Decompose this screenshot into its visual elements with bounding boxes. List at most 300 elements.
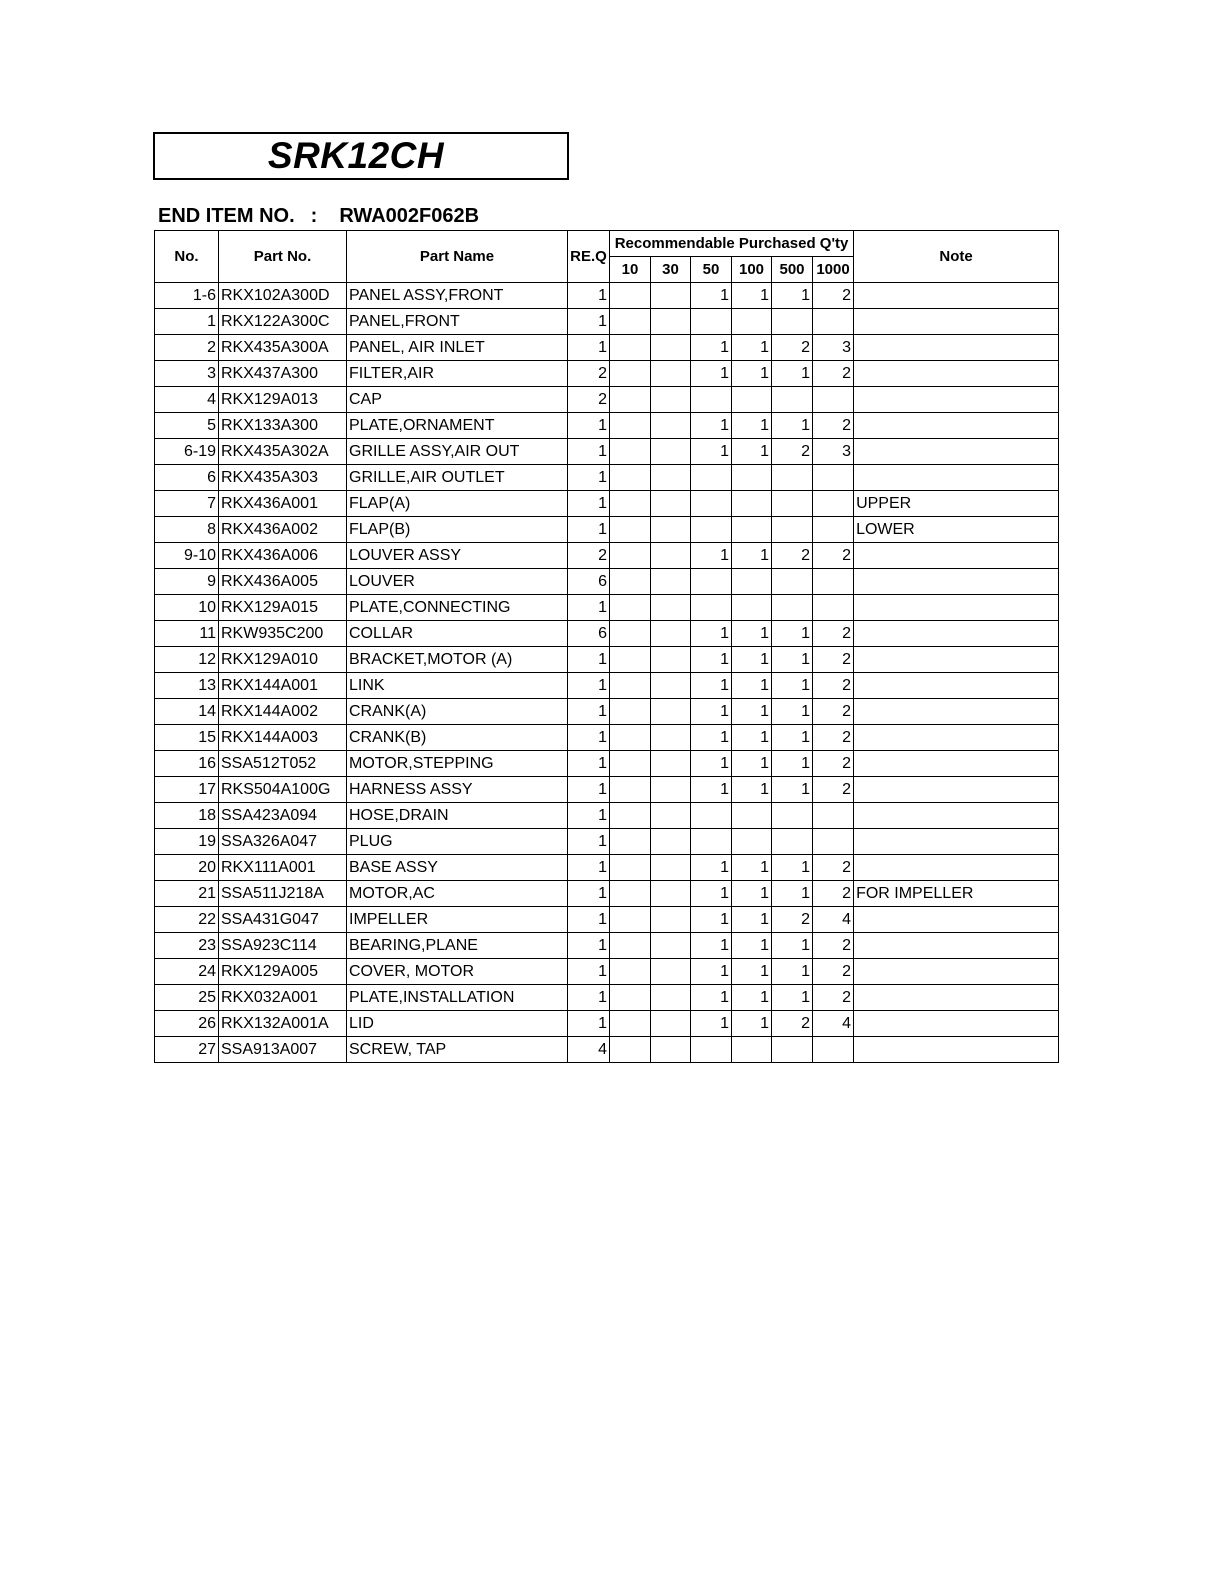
cell-qty-10 xyxy=(610,413,651,439)
cell-no: 11 xyxy=(155,621,219,647)
cell-part-name: LOUVER xyxy=(347,569,568,595)
cell-no: 23 xyxy=(155,933,219,959)
cell-note xyxy=(854,387,1059,413)
cell-qty-1000 xyxy=(813,1037,854,1063)
cell-qty-30 xyxy=(651,1011,691,1037)
cell-part-no: SSA511J218A xyxy=(219,881,347,907)
cell-qty-10 xyxy=(610,569,651,595)
cell-qty-10 xyxy=(610,673,651,699)
cell-no: 27 xyxy=(155,1037,219,1063)
table-row xyxy=(155,361,1059,387)
end-item-label: END ITEM NO. xyxy=(158,205,295,227)
cell-req: 1 xyxy=(568,439,610,465)
cell-note xyxy=(854,569,1059,595)
cell-qty-100: 1 xyxy=(732,751,772,777)
cell-part-no: RKX111A001 xyxy=(219,855,347,881)
cell-note xyxy=(854,725,1059,751)
cell-part-no: RKX129A010 xyxy=(219,647,347,673)
cell-qty-1000 xyxy=(813,569,854,595)
cell-no: 1-6 xyxy=(155,283,219,309)
cell-part-name: LOUVER ASSY xyxy=(347,543,568,569)
cell-qty-30 xyxy=(651,595,691,621)
header-recommend: Recommendable Purchased Q'ty xyxy=(610,231,854,257)
cell-qty-100: 1 xyxy=(732,985,772,1011)
cell-part-no: SSA512T052 xyxy=(219,751,347,777)
cell-part-name: PANEL ASSY,FRONT xyxy=(347,283,568,309)
header-qty-10: 10 xyxy=(610,257,651,283)
cell-no: 16 xyxy=(155,751,219,777)
table-row xyxy=(155,335,1059,361)
cell-qty-30 xyxy=(651,387,691,413)
cell-qty-500 xyxy=(772,569,813,595)
cell-qty-10 xyxy=(610,751,651,777)
cell-qty-30 xyxy=(651,959,691,985)
cell-req: 2 xyxy=(568,361,610,387)
cell-no: 4 xyxy=(155,387,219,413)
cell-qty-500 xyxy=(772,517,813,543)
cell-qty-1000 xyxy=(813,387,854,413)
cell-part-name: FILTER,AIR xyxy=(347,361,568,387)
cell-req: 1 xyxy=(568,283,610,309)
cell-qty-500: 1 xyxy=(772,621,813,647)
cell-qty-100 xyxy=(732,387,772,413)
cell-qty-50: 1 xyxy=(691,335,732,361)
table-row xyxy=(155,777,1059,803)
cell-qty-500: 1 xyxy=(772,725,813,751)
cell-qty-50: 1 xyxy=(691,959,732,985)
cell-no: 26 xyxy=(155,1011,219,1037)
cell-no: 10 xyxy=(155,595,219,621)
cell-qty-50: 1 xyxy=(691,855,732,881)
cell-qty-100: 1 xyxy=(732,439,772,465)
cell-qty-10 xyxy=(610,777,651,803)
cell-qty-10 xyxy=(610,621,651,647)
cell-qty-50 xyxy=(691,491,732,517)
cell-note xyxy=(854,959,1059,985)
cell-qty-50: 1 xyxy=(691,777,732,803)
cell-part-name: PANEL,FRONT xyxy=(347,309,568,335)
table-row xyxy=(155,621,1059,647)
cell-part-name: COVER, MOTOR xyxy=(347,959,568,985)
cell-qty-1000: 2 xyxy=(813,959,854,985)
cell-qty-1000: 2 xyxy=(813,621,854,647)
cell-qty-10 xyxy=(610,595,651,621)
cell-qty-500: 2 xyxy=(772,1011,813,1037)
cell-part-no: SSA913A007 xyxy=(219,1037,347,1063)
cell-no: 14 xyxy=(155,699,219,725)
cell-part-no: RKS504A100G xyxy=(219,777,347,803)
cell-qty-50: 1 xyxy=(691,621,732,647)
cell-note xyxy=(854,673,1059,699)
table-row xyxy=(155,1011,1059,1037)
cell-part-name: MOTOR,AC xyxy=(347,881,568,907)
cell-no: 7 xyxy=(155,491,219,517)
cell-part-name: COLLAR xyxy=(347,621,568,647)
cell-qty-10 xyxy=(610,933,651,959)
cell-qty-10 xyxy=(610,985,651,1011)
cell-req: 1 xyxy=(568,413,610,439)
table-row xyxy=(155,413,1059,439)
cell-qty-500 xyxy=(772,1037,813,1063)
cell-qty-1000: 2 xyxy=(813,777,854,803)
cell-qty-10 xyxy=(610,647,651,673)
table-row xyxy=(155,517,1059,543)
cell-part-name: GRILLE ASSY,AIR OUT xyxy=(347,439,568,465)
cell-qty-100 xyxy=(732,1037,772,1063)
cell-qty-500: 1 xyxy=(772,959,813,985)
cell-qty-1000 xyxy=(813,595,854,621)
cell-qty-100: 1 xyxy=(732,543,772,569)
cell-qty-100 xyxy=(732,595,772,621)
cell-qty-50 xyxy=(691,829,732,855)
cell-qty-30 xyxy=(651,829,691,855)
header-part-name: Part Name xyxy=(347,231,568,283)
cell-qty-30 xyxy=(651,699,691,725)
cell-qty-50 xyxy=(691,595,732,621)
cell-qty-50: 1 xyxy=(691,1011,732,1037)
cell-note xyxy=(854,309,1059,335)
cell-qty-50: 1 xyxy=(691,283,732,309)
table-row xyxy=(155,439,1059,465)
cell-qty-30 xyxy=(651,907,691,933)
cell-qty-1000: 2 xyxy=(813,751,854,777)
table-row xyxy=(155,699,1059,725)
cell-req: 1 xyxy=(568,595,610,621)
cell-qty-500: 2 xyxy=(772,335,813,361)
end-item-value: RWA002F062B xyxy=(339,205,480,227)
cell-qty-100 xyxy=(732,309,772,335)
cell-qty-100 xyxy=(732,569,772,595)
cell-req: 1 xyxy=(568,829,610,855)
cell-qty-50: 1 xyxy=(691,647,732,673)
cell-qty-1000: 2 xyxy=(813,283,854,309)
cell-req: 1 xyxy=(568,335,610,361)
cell-qty-30 xyxy=(651,1037,691,1063)
header-qty-500: 500 xyxy=(772,257,813,283)
cell-qty-100 xyxy=(732,517,772,543)
cell-no: 9-10 xyxy=(155,543,219,569)
cell-qty-10 xyxy=(610,283,651,309)
cell-qty-500: 2 xyxy=(772,907,813,933)
cell-note xyxy=(854,361,1059,387)
cell-part-no: RKX129A013 xyxy=(219,387,347,413)
cell-part-no: RKX437A300 xyxy=(219,361,347,387)
parts-table-body xyxy=(155,283,1059,1063)
cell-qty-100: 1 xyxy=(732,647,772,673)
cell-part-no: RKX144A002 xyxy=(219,699,347,725)
cell-no: 5 xyxy=(155,413,219,439)
cell-part-name: BEARING,PLANE xyxy=(347,933,568,959)
cell-qty-10 xyxy=(610,907,651,933)
table-row xyxy=(155,803,1059,829)
cell-qty-500 xyxy=(772,465,813,491)
cell-qty-1000 xyxy=(813,465,854,491)
cell-qty-500: 1 xyxy=(772,673,813,699)
cell-qty-50: 1 xyxy=(691,985,732,1011)
cell-qty-30 xyxy=(651,803,691,829)
cell-no: 8 xyxy=(155,517,219,543)
cell-qty-30 xyxy=(651,283,691,309)
cell-part-no: RKX129A015 xyxy=(219,595,347,621)
cell-note xyxy=(854,907,1059,933)
cell-req: 1 xyxy=(568,933,610,959)
cell-part-no: SSA423A094 xyxy=(219,803,347,829)
header-row-1 xyxy=(155,231,1059,257)
cell-qty-50: 1 xyxy=(691,881,732,907)
cell-req: 1 xyxy=(568,959,610,985)
end-item-colon: : xyxy=(310,205,318,227)
cell-qty-1000: 3 xyxy=(813,439,854,465)
parts-table xyxy=(154,230,1059,1063)
cell-qty-10 xyxy=(610,881,651,907)
table-row xyxy=(155,569,1059,595)
cell-part-no: RKX032A001 xyxy=(219,985,347,1011)
cell-part-no: RKX122A300C xyxy=(219,309,347,335)
table-row xyxy=(155,881,1059,907)
cell-qty-30 xyxy=(651,543,691,569)
cell-note xyxy=(854,1037,1059,1063)
cell-req: 1 xyxy=(568,517,610,543)
cell-qty-10 xyxy=(610,959,651,985)
cell-no: 2 xyxy=(155,335,219,361)
cell-qty-100 xyxy=(732,465,772,491)
cell-note: FOR IMPELLER xyxy=(854,881,1059,907)
cell-part-no: RKX132A001A xyxy=(219,1011,347,1037)
cell-qty-500 xyxy=(772,803,813,829)
cell-qty-50: 1 xyxy=(691,751,732,777)
cell-note xyxy=(854,777,1059,803)
cell-qty-500: 1 xyxy=(772,413,813,439)
cell-qty-100: 1 xyxy=(732,673,772,699)
cell-qty-1000: 2 xyxy=(813,699,854,725)
cell-qty-30 xyxy=(651,725,691,751)
cell-qty-500: 2 xyxy=(772,543,813,569)
cell-note xyxy=(854,647,1059,673)
cell-qty-1000: 2 xyxy=(813,647,854,673)
cell-req: 1 xyxy=(568,881,610,907)
cell-qty-30 xyxy=(651,361,691,387)
cell-qty-30 xyxy=(651,465,691,491)
cell-qty-10 xyxy=(610,1037,651,1063)
cell-part-no: RKX435A303 xyxy=(219,465,347,491)
cell-qty-500: 1 xyxy=(772,647,813,673)
cell-req: 1 xyxy=(568,491,610,517)
cell-req: 1 xyxy=(568,309,610,335)
cell-req: 1 xyxy=(568,647,610,673)
cell-qty-10 xyxy=(610,699,651,725)
cell-req: 1 xyxy=(568,751,610,777)
cell-req: 6 xyxy=(568,621,610,647)
cell-qty-500: 2 xyxy=(772,439,813,465)
table-row xyxy=(155,387,1059,413)
cell-no: 21 xyxy=(155,881,219,907)
cell-no: 25 xyxy=(155,985,219,1011)
cell-part-no: SSA923C114 xyxy=(219,933,347,959)
cell-part-name: HARNESS ASSY xyxy=(347,777,568,803)
cell-qty-50 xyxy=(691,465,732,491)
table-row xyxy=(155,907,1059,933)
cell-part-no: SSA431G047 xyxy=(219,907,347,933)
cell-no: 24 xyxy=(155,959,219,985)
model-title-box xyxy=(153,132,569,180)
cell-part-no: RKW935C200 xyxy=(219,621,347,647)
cell-part-name: MOTOR,STEPPING xyxy=(347,751,568,777)
table-row xyxy=(155,751,1059,777)
cell-part-no: RKX436A002 xyxy=(219,517,347,543)
cell-note xyxy=(854,595,1059,621)
cell-req: 1 xyxy=(568,803,610,829)
cell-qty-100: 1 xyxy=(732,933,772,959)
cell-qty-50: 1 xyxy=(691,413,732,439)
cell-part-name: PLUG xyxy=(347,829,568,855)
cell-no: 19 xyxy=(155,829,219,855)
header-part-no: Part No. xyxy=(219,231,347,283)
cell-qty-50: 1 xyxy=(691,933,732,959)
cell-part-no: RKX144A001 xyxy=(219,673,347,699)
cell-part-no: RKX102A300D xyxy=(219,283,347,309)
cell-qty-30 xyxy=(651,673,691,699)
cell-qty-10 xyxy=(610,387,651,413)
cell-qty-1000 xyxy=(813,309,854,335)
cell-part-name: CRANK(A) xyxy=(347,699,568,725)
cell-no: 20 xyxy=(155,855,219,881)
cell-part-name: LINK xyxy=(347,673,568,699)
cell-qty-30 xyxy=(651,751,691,777)
cell-req: 1 xyxy=(568,855,610,881)
cell-qty-1000: 4 xyxy=(813,907,854,933)
cell-note xyxy=(854,985,1059,1011)
cell-no: 18 xyxy=(155,803,219,829)
cell-part-name: LID xyxy=(347,1011,568,1037)
cell-no: 22 xyxy=(155,907,219,933)
table-row xyxy=(155,595,1059,621)
cell-no: 15 xyxy=(155,725,219,751)
cell-no: 17 xyxy=(155,777,219,803)
cell-qty-10 xyxy=(610,465,651,491)
cell-qty-50: 1 xyxy=(691,699,732,725)
cell-qty-100: 1 xyxy=(732,725,772,751)
cell-qty-100 xyxy=(732,829,772,855)
cell-qty-100: 1 xyxy=(732,413,772,439)
cell-qty-50: 1 xyxy=(691,725,732,751)
cell-qty-1000: 2 xyxy=(813,673,854,699)
cell-qty-1000: 2 xyxy=(813,361,854,387)
cell-note xyxy=(854,413,1059,439)
cell-qty-30 xyxy=(651,309,691,335)
table-row xyxy=(155,725,1059,751)
header-no: No. xyxy=(155,231,219,283)
cell-part-name: IMPELLER xyxy=(347,907,568,933)
cell-req: 2 xyxy=(568,387,610,413)
model-title: SRK12CH xyxy=(267,135,445,176)
cell-qty-100: 1 xyxy=(732,907,772,933)
table-row xyxy=(155,1037,1059,1063)
table-row xyxy=(155,933,1059,959)
cell-qty-500: 1 xyxy=(772,777,813,803)
cell-qty-1000: 3 xyxy=(813,335,854,361)
cell-qty-10 xyxy=(610,803,651,829)
cell-qty-50: 1 xyxy=(691,361,732,387)
header-note: Note xyxy=(854,231,1059,283)
cell-part-no: RKX133A300 xyxy=(219,413,347,439)
cell-no: 3 xyxy=(155,361,219,387)
cell-part-no: RKX144A003 xyxy=(219,725,347,751)
cell-qty-500 xyxy=(772,829,813,855)
cell-qty-100: 1 xyxy=(732,959,772,985)
cell-qty-50: 1 xyxy=(691,673,732,699)
cell-no: 12 xyxy=(155,647,219,673)
cell-qty-30 xyxy=(651,335,691,361)
cell-note: UPPER xyxy=(854,491,1059,517)
cell-qty-100: 1 xyxy=(732,621,772,647)
cell-qty-50 xyxy=(691,569,732,595)
cell-req: 4 xyxy=(568,1037,610,1063)
cell-qty-500: 1 xyxy=(772,699,813,725)
cell-part-no: RKX435A302A xyxy=(219,439,347,465)
cell-part-name: GRILLE,AIR OUTLET xyxy=(347,465,568,491)
cell-qty-10 xyxy=(610,517,651,543)
cell-part-no: RKX436A006 xyxy=(219,543,347,569)
cell-qty-50 xyxy=(691,803,732,829)
cell-qty-500: 1 xyxy=(772,855,813,881)
cell-qty-10 xyxy=(610,543,651,569)
cell-qty-100 xyxy=(732,491,772,517)
table-row xyxy=(155,855,1059,881)
cell-qty-10 xyxy=(610,1011,651,1037)
cell-qty-1000 xyxy=(813,491,854,517)
table-row xyxy=(155,673,1059,699)
table-row xyxy=(155,829,1059,855)
cell-qty-1000: 2 xyxy=(813,413,854,439)
cell-part-name: BRACKET,MOTOR (A) xyxy=(347,647,568,673)
cell-qty-10 xyxy=(610,335,651,361)
cell-note xyxy=(854,803,1059,829)
table-row xyxy=(155,283,1059,309)
cell-part-no: RKX129A005 xyxy=(219,959,347,985)
cell-part-no: RKX436A001 xyxy=(219,491,347,517)
table-row xyxy=(155,647,1059,673)
cell-qty-100: 1 xyxy=(732,855,772,881)
cell-qty-10 xyxy=(610,725,651,751)
cell-qty-30 xyxy=(651,491,691,517)
cell-part-name: FLAP(A) xyxy=(347,491,568,517)
cell-qty-50: 1 xyxy=(691,543,732,569)
cell-note xyxy=(854,283,1059,309)
cell-qty-100: 1 xyxy=(732,335,772,361)
cell-no: 13 xyxy=(155,673,219,699)
cell-qty-100 xyxy=(732,803,772,829)
header-qty-30: 30 xyxy=(651,257,691,283)
cell-qty-500: 1 xyxy=(772,283,813,309)
cell-req: 1 xyxy=(568,699,610,725)
cell-note xyxy=(854,1011,1059,1037)
cell-part-name: HOSE,DRAIN xyxy=(347,803,568,829)
cell-qty-500: 1 xyxy=(772,751,813,777)
cell-qty-50: 1 xyxy=(691,907,732,933)
cell-qty-100: 1 xyxy=(732,361,772,387)
cell-qty-1000: 2 xyxy=(813,985,854,1011)
cell-qty-500: 1 xyxy=(772,933,813,959)
cell-qty-30 xyxy=(651,777,691,803)
cell-part-name: PANEL, AIR INLET xyxy=(347,335,568,361)
cell-part-name: CRANK(B) xyxy=(347,725,568,751)
cell-part-name: FLAP(B) xyxy=(347,517,568,543)
cell-note xyxy=(854,439,1059,465)
cell-no: 6 xyxy=(155,465,219,491)
table-row xyxy=(155,959,1059,985)
cell-part-name: CAP xyxy=(347,387,568,413)
cell-qty-10 xyxy=(610,855,651,881)
